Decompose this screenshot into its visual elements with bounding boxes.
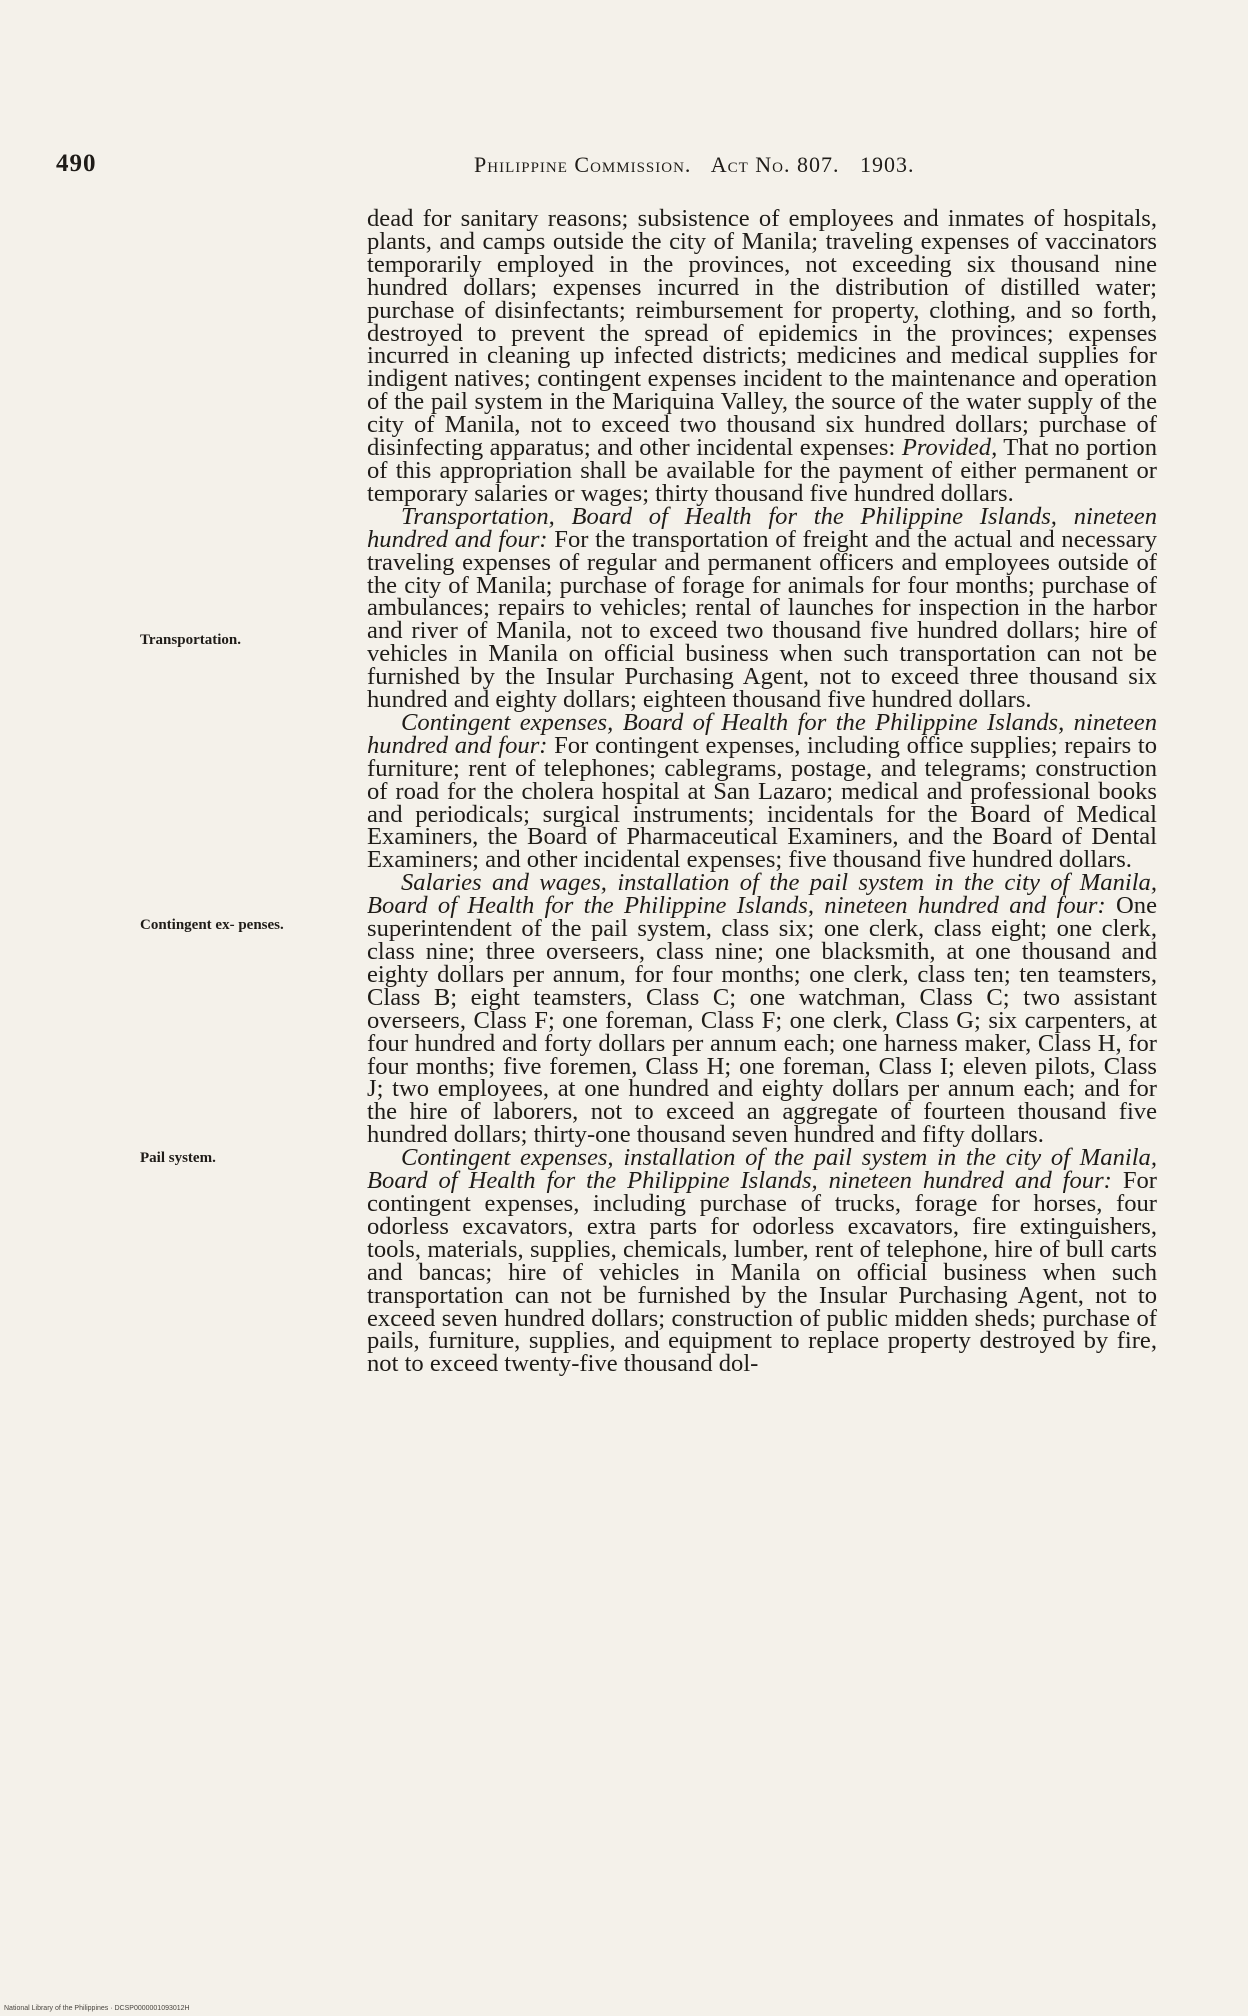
paragraph-heading: Contingent expenses, installation of the pail system in the city of Manila, Board of Health for the Philippine Islands, nineteen hundred and four: (367, 1144, 1157, 1195)
paragraph-text: For contingent expenses, including office supplies; repairs to furniture; rent of telephones; cablegrams, postage, and telegrams; construction of road for the cholera hospital at San Lazaro; medical and professional books and periodicals; surgical instruments; incidentals for the Board of Medical Examiners, the Board of Pharmaceutical Examiners, and the Board of Dental Examiners; and other incidental expenses; five thousand five hundred dollars. (367, 731, 1157, 874)
paragraph-text: dead for sanitary reasons; subsistence of employees and inmates of hospitals, plants, and camps outside the city of Manila; traveling expenses of vaccinators temporarily employed in the provinces, not exceeding six thousand nine hundred dollars; expenses incurred in the distribution of distilled water; purchase of disinfectants; reimbursement for property, clothing, and so forth, destroyed to prevent the spread of epidemics in the provinces; expenses incurred in cleaning up infected districts; medicines and medical supplies for indigent natives; contingent expenses incident to the maintenance and operation of the pail system in the Mariquina Valley, the source of the water supply of the city of Manila, not to exceed two thousand six hundred dollars; purchase of disinfecting apparatus; and other incidental expenses: (367, 205, 1157, 462)
paragraph-text: For contingent expenses, including purchase of trucks, forage for horses, four odorless excavators, extra parts for odorless excavators, fire extinguishers, tools, materials, supplies, chemicals, lumber, rent of telephone, hire of bull carts and bancas; hire of vehicles in Manila on official business when such transportation can not be furnished by the Insular Purchasing Agent, not to exceed seven hundred dollars; construction of public midden sheds; purchase of pails, furniture, supplies, and equipment to replace property destroyed by fire, not to exceed twenty-five thousand dol- (367, 1167, 1157, 1378)
margin-note-contingent-expenses: Contingent ex- penses. (140, 917, 284, 933)
paragraph-pail-system-salaries (367, 869, 1157, 1149)
paragraph-pail-system-contingent (367, 1144, 1157, 1378)
paragraph-text: That no portion of this appropriation shall be available for the payment of either permanent or temporary salaries or wages; thirty thousand five hundred dollars. (367, 434, 1157, 507)
paragraph-heading: Salaries and wages, installation of the pail system in the city of Manila, Board of Health for the Philippine Islands, nineteen hundred and four: (367, 869, 1157, 920)
paragraph-contingent-expenses (367, 708, 1157, 874)
running-head-year: 1903. (860, 152, 915, 177)
margin-note-transportation: Transportation. (140, 632, 241, 648)
paragraph-heading: Contingent expenses, Board of Health for the Philippine Islands, nineteen hundred and four: (367, 708, 1157, 759)
paragraph-heading: Transportation, Board of Health for the Philippine Islands, nineteen hundred and four: (367, 502, 1157, 553)
digitizer-footer: National Library of the Philippines · DCSP0000001093012H (4, 2005, 190, 2012)
paragraph-text: One superintendent of the pail system, class six; one clerk, class eight; one clerk, class nine; three overseers, class nine; one blacksmith, at one thousand and eighty dollars per annum, for four months; one clerk, class ten; ten teamsters, Class B; eight teamsters, Class C; one watchman, Class C; two assistant overseers, Class F; one foreman, Class F; one clerk, Class G; six carpenters, at four hundred and forty dollars per annum each; one harness maker, Class H, for four months; five foremen, Class H; one foreman, Class I; eleven pilots, Class J; two employees, at one hundred and eighty dollars per annum each; and for the hire of laborers, not to exceed an aggregate of fourteen thousand five hundred dollars; thirty-one thousand seven hundred and fifty dollars. (367, 892, 1157, 1149)
body-text (367, 205, 1157, 1378)
running-head (474, 152, 929, 178)
margin-note-pail-system: Pail system. (140, 1150, 216, 1166)
running-head-act: Act No. 807. (710, 152, 840, 177)
paragraph-text: For the transportation of freight and the actual and necessary traveling expenses of regular and permanent officers and employees outside of the city of Manila; purchase of forage for animals for four months; purchase of ambulances; repairs to vehicles; rental of launches for inspection in the harbor and river of Manila, not to exceed two thousand five hundred dollars; hire of vehicles in Manila on official business when such transportation can not be furnished by the Insular Purchasing Agent, not to exceed three thousand six hundred and eighty dollars; eighteen thousand five hundred dollars. (367, 525, 1157, 714)
proviso-word: Provided, (901, 434, 998, 462)
running-head-commission: Philippine Commission. (474, 152, 692, 177)
page-number: 490 (56, 150, 97, 177)
paragraph-continuation (367, 205, 1157, 507)
paragraph-transportation (367, 502, 1157, 714)
